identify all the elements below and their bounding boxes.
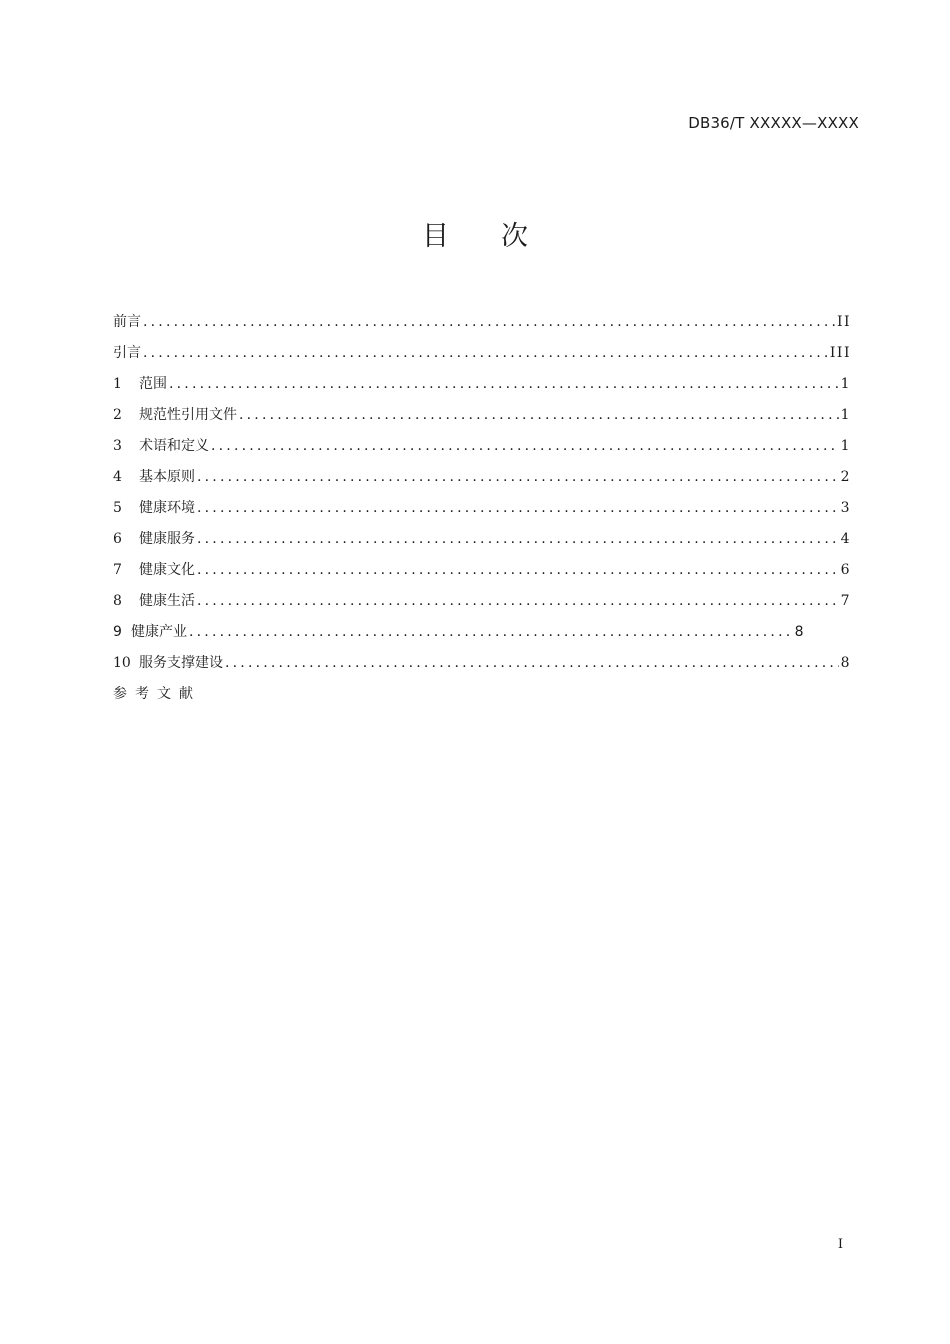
- page-number: I: [837, 1237, 843, 1252]
- toc-entry-page: 2: [840, 469, 851, 485]
- page-title: [0, 214, 950, 253]
- toc-entry-foreword[interactable]: [113, 302, 851, 333]
- toc-entry-number: 3: [113, 438, 122, 454]
- toc-leader-dots: [197, 466, 839, 488]
- toc-entry-text: 参考文献: [113, 686, 201, 702]
- toc-entry-page: 6: [840, 562, 851, 578]
- toc-entry-page: 7: [840, 593, 851, 609]
- toc-entry-page: 8: [794, 624, 805, 640]
- toc-entry-number: 6: [113, 531, 122, 547]
- toc-entry-text: 健康环境: [139, 500, 195, 516]
- toc-entry-text: 健康生活: [139, 593, 195, 609]
- toc-leader-dots: [211, 435, 839, 457]
- toc-entry-number: 10: [113, 655, 131, 671]
- toc-entry-page: II: [836, 314, 851, 330]
- toc-entry-page: III: [829, 345, 851, 361]
- toc-entry-number: 8: [113, 593, 122, 609]
- toc-entry-text: 前言: [113, 314, 141, 330]
- toc-entry-page: 1: [840, 407, 851, 423]
- toc-leader-dots: [143, 311, 835, 333]
- toc-entry-text: 术语和定义: [139, 438, 209, 454]
- toc-entry-introduction[interactable]: [113, 333, 851, 364]
- toc-entry-page: 4: [840, 531, 851, 547]
- toc-entry-text: 健康产业: [131, 624, 187, 640]
- toc-entry-page: 1: [840, 376, 851, 392]
- toc-entry-text: 健康文化: [139, 562, 195, 578]
- toc-entry-1[interactable]: [113, 364, 851, 395]
- toc-entry-number: 7: [113, 562, 122, 578]
- table-of-contents: [113, 302, 851, 705]
- toc-entry-text: 范围: [139, 376, 167, 392]
- toc-entry-number: 5: [113, 500, 122, 516]
- standard-code: DB36/T XXXXX—XXXX: [688, 114, 859, 132]
- toc-entry-text: 服务支撑建设: [139, 655, 223, 671]
- toc-leader-dots: [197, 497, 839, 519]
- toc-entry-text: 引言: [113, 345, 141, 361]
- toc-leader-dots: [197, 590, 839, 612]
- toc-entry-page: 3: [840, 500, 851, 516]
- toc-entry-6[interactable]: [113, 519, 851, 550]
- toc-leader-dots: [189, 621, 793, 643]
- toc-entry-9[interactable]: [113, 612, 805, 643]
- toc-entry-page: 8: [840, 655, 851, 671]
- toc-entry-7[interactable]: [113, 550, 851, 581]
- toc-leader-dots: [197, 559, 839, 581]
- toc-entry-10[interactable]: [113, 643, 851, 674]
- toc-entry-number: 2: [113, 407, 122, 423]
- toc-entry-text: 健康服务: [139, 531, 195, 547]
- toc-leader-dots: [169, 373, 839, 395]
- toc-entry-2[interactable]: [113, 395, 851, 426]
- toc-entry-number: 4: [113, 469, 122, 485]
- toc-leader-dots: [143, 342, 828, 364]
- toc-entry-8[interactable]: [113, 581, 851, 612]
- toc-entry-text: 规范性引用文件: [139, 407, 237, 423]
- toc-leader-dots: [197, 528, 839, 550]
- toc-leader-dots: [239, 404, 839, 426]
- toc-entry-3[interactable]: [113, 426, 851, 457]
- toc-entry-5[interactable]: [113, 488, 851, 519]
- toc-entry-number: 9: [113, 624, 122, 640]
- title-char-2: 次: [501, 221, 528, 252]
- toc-entry-4[interactable]: [113, 457, 851, 488]
- toc-entry-page: 1: [840, 438, 851, 454]
- toc-leader-dots: [225, 652, 839, 674]
- toc-entry-number: 1: [113, 376, 122, 392]
- toc-entry-text: 基本原则: [139, 469, 195, 485]
- toc-entry-bibliography[interactable]: [113, 674, 851, 705]
- title-char-1: 目: [422, 221, 449, 252]
